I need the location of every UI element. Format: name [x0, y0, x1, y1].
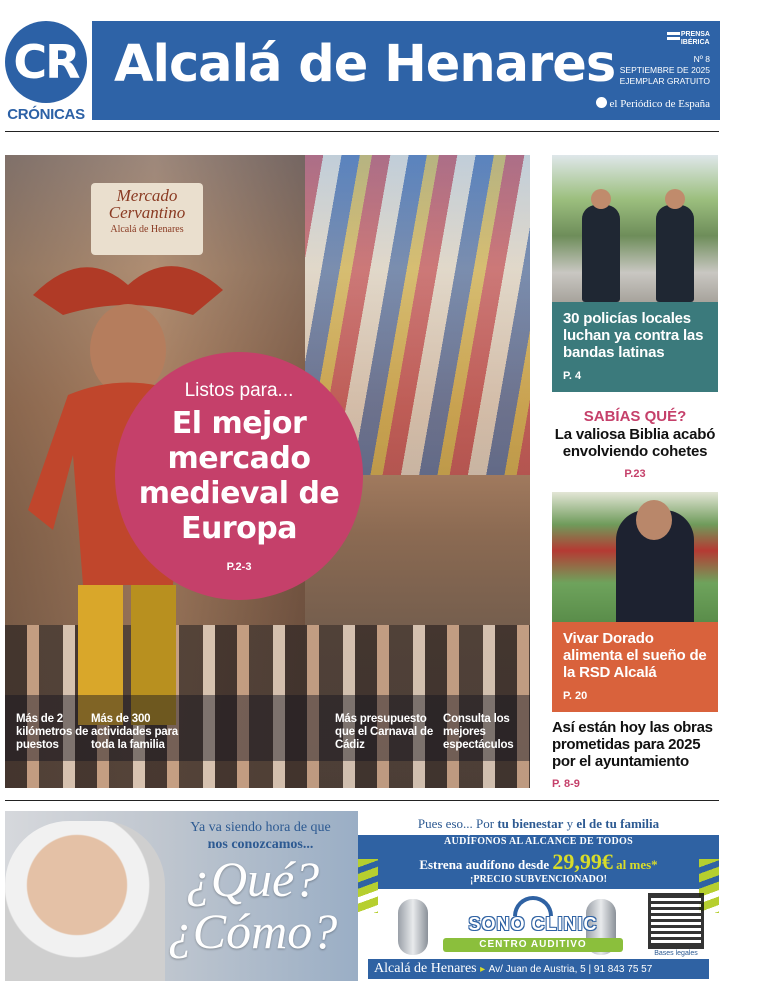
story-page-ref: P. 20	[563, 690, 588, 702]
story-headline: 30 policías locales luchan ya contra las bandas latinas	[563, 310, 704, 361]
police-officer	[582, 205, 620, 302]
ad-tagline: Ya va siendo hora de que nos conozcamos...	[190, 820, 331, 852]
coach-photo[interactable]	[552, 492, 718, 622]
prensa-iberica-label: PRENSA IBÉRICA	[680, 31, 710, 46]
issue-number: Nº 8	[693, 54, 710, 64]
mercado-sign: Mercado Cervantino Alcalá de Henares	[91, 183, 203, 255]
feature-item: Más presupuesto que el Carnaval de Cádiz	[335, 713, 434, 751]
header-divider	[5, 131, 719, 132]
qr-code[interactable]	[648, 893, 704, 949]
headline-page-ref: P.2-3	[226, 561, 252, 573]
prensa-iberica-icon	[667, 32, 680, 45]
publisher-icon	[596, 97, 607, 108]
issue-date: SEPTIEMBRE DE 2025	[619, 65, 710, 75]
story-headline: Vivar Dorado alimenta el sueño de la RSD Alcalá	[563, 630, 707, 681]
police-officer	[656, 205, 694, 302]
issue-info	[620, 54, 710, 87]
ad-divider	[5, 800, 719, 801]
ad-subtitle: Pues eso... Por tu bienestar y el de tu familia	[417, 816, 660, 831]
story-page-ref: P. 8-9	[552, 778, 580, 790]
sabias-kicker: SABÍAS QUÉ?	[583, 408, 687, 425]
story-police[interactable]	[552, 302, 718, 392]
story-page-ref: P. 4	[563, 370, 582, 382]
ad-contact-bar: Alcalá de Henares ▸ Av/ Juan de Austria, 5 | 91 843 75 57	[368, 959, 709, 979]
logo-badge: CR	[5, 21, 87, 103]
ad-left-panel	[5, 811, 358, 981]
offer-band	[358, 835, 719, 889]
feature-item: Más de 2 kilómetros de puestos	[16, 713, 89, 751]
feature-item: Consulta los mejores espectáculos	[443, 713, 514, 751]
man-listening-photo	[5, 821, 165, 981]
headline-kicker: Listos para...	[184, 380, 294, 401]
masthead-banner	[92, 21, 720, 120]
hearing-aid-icon	[398, 899, 428, 955]
feature-item: Más de 300 actividades para toda la familia	[91, 713, 178, 751]
ad-question: ¿Qué? ¿Cómo?	[167, 851, 338, 959]
main-headline[interactable]: El mejor mercado medieval de Europa	[138, 406, 340, 546]
copy-type: EJEMPLAR GRATUITO	[619, 76, 710, 86]
offer-line-3: ¡PRECIO SUBVENCIONADO!	[470, 874, 607, 885]
sound-wave-icon	[513, 896, 553, 916]
police-photo[interactable]	[552, 155, 718, 302]
advertisement[interactable]	[5, 811, 719, 981]
ad-right-panel	[358, 811, 719, 981]
story-biblia-headline[interactable]: La valiosa Biblia acabó envolviendo cohetes	[554, 426, 716, 460]
offer-line-1: AUDÍFONOS AL ALCANCE DE TODOS	[444, 836, 633, 847]
logo-subtitle: CRÓNICAS	[7, 106, 85, 123]
publisher-label: el Periódico de España	[596, 97, 711, 110]
sono-clinic-logo: SONO CLINIC CENTRO AUDITIVO	[433, 896, 633, 958]
offer-line-2: Estrena audífono desde 29,99€ al mes*	[419, 849, 658, 874]
story-page-ref: P.23	[624, 468, 646, 480]
newspaper-title: Alcalá de Henares	[114, 35, 616, 94]
story-obras-headline[interactable]: Así están hoy las obras prometidas para 2025 por el ayuntamiento	[552, 719, 713, 770]
offer-price: 29,99€	[552, 849, 613, 874]
qr-label: Bases legales	[654, 950, 698, 957]
coach-figure	[616, 510, 694, 622]
story-rsd-alcala[interactable]	[552, 622, 718, 712]
